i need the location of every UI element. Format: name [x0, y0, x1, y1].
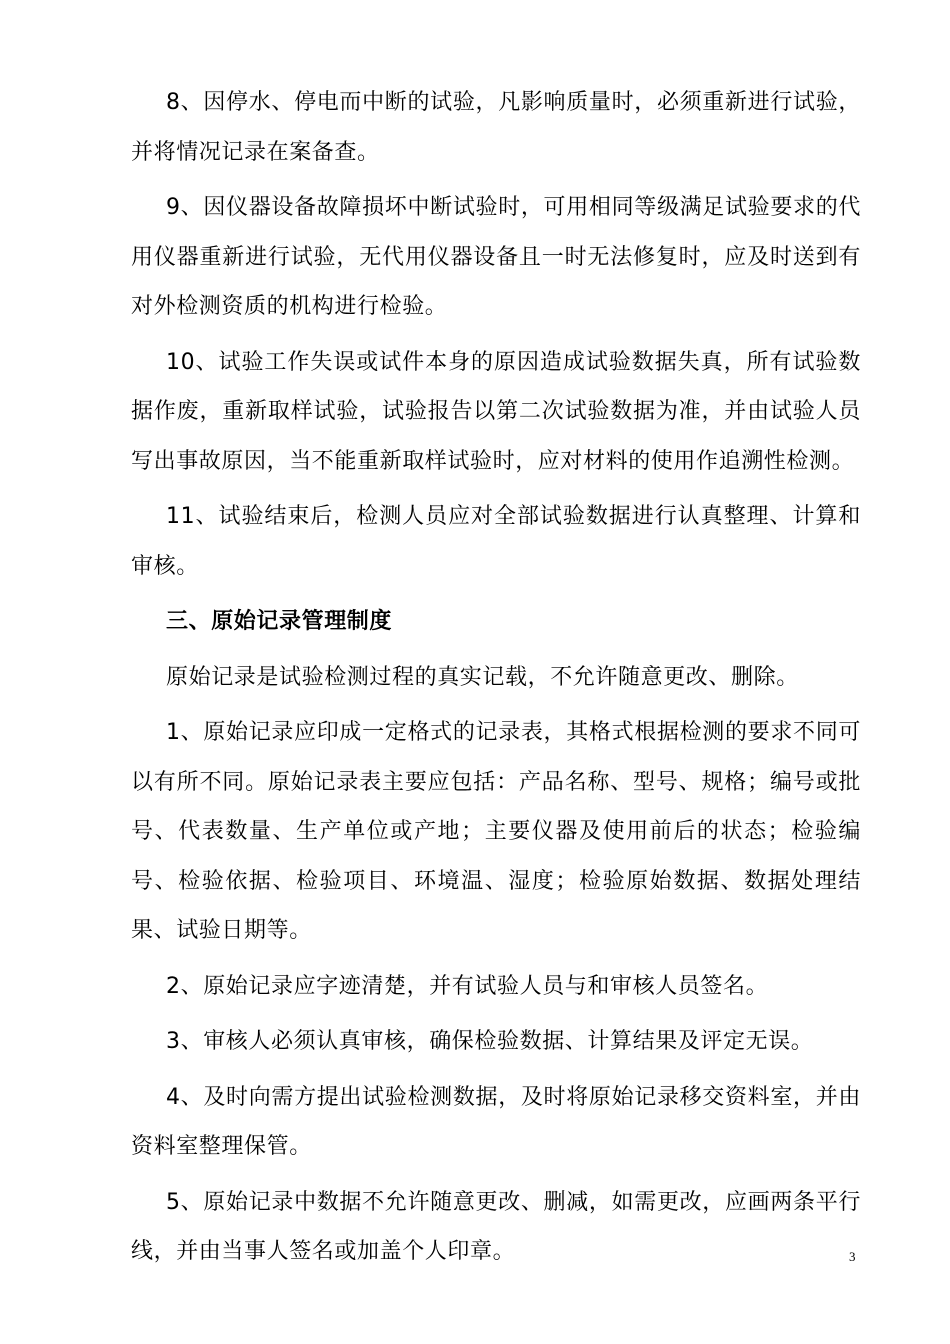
- record-rule-4: 4、及时向需方提出试验检测数据，及时将原始记录移交资料室，并由资料室整理保管。: [131, 1084, 861, 1159]
- paragraph-item-10: 10、试验工作失误或试件本身的原因造成试验数据失真，所有试验数据作废，重新取样试验，试验报告以第二次试验数据为准，并由试验人员写出事故原因，当不能重新取样试验时，应对材料的使用作追溯性检测。: [131, 349, 861, 474]
- paragraph-item-11: 11、试验结束后，检测人员应对全部试验数据进行认真整理、计算和审核。: [131, 504, 861, 579]
- section-intro: 原始记录是试验检测过程的真实记载，不允许随意更改、删除。: [166, 664, 799, 690]
- paragraph-item-9: 9、因仪器设备故障损坏中断试验时，可用相同等级满足试验要求的代用仪器重新进行试验，无代用仪器设备且一时无法修复时，应及时送到有对外检测资质的机构进行检验。: [131, 195, 861, 319]
- document-body: [131, 78, 861, 1283]
- page-number: 3: [849, 1249, 856, 1264]
- paragraph-item-8: 8、因停水、停电而中断的试验，凡影响质量时，必须重新进行试验，并将情况记录在案备查。: [131, 90, 861, 165]
- record-rule-5: 5、原始记录中数据不允许随意更改、删减，如需更改，应画两条平行线，并由当事人签名或加盖个人印章。: [131, 1189, 861, 1264]
- section-heading: 三、原始记录管理制度: [166, 609, 393, 634]
- record-rule-3: 3、审核人必须认真审核，确保检验数据、计算结果及评定无误。: [166, 1029, 814, 1054]
- record-rule-2: 2、原始记录应字迹清楚，并有试验人员与和审核人员签名。: [166, 973, 769, 999]
- record-rule-1: 1、原始记录应印成一定格式的记录表，其格式根据检测的要求不同可以有所不同。原始记录表主要应包括：产品名称、型号、规格；编号或批号、代表数量、生产单位或产地；主要仪器及使用前后的状态；检验编号、检验依据、检验项目、环境温、湿度；检验原始数据、数据处理结果、试验日期等。: [131, 720, 861, 943]
